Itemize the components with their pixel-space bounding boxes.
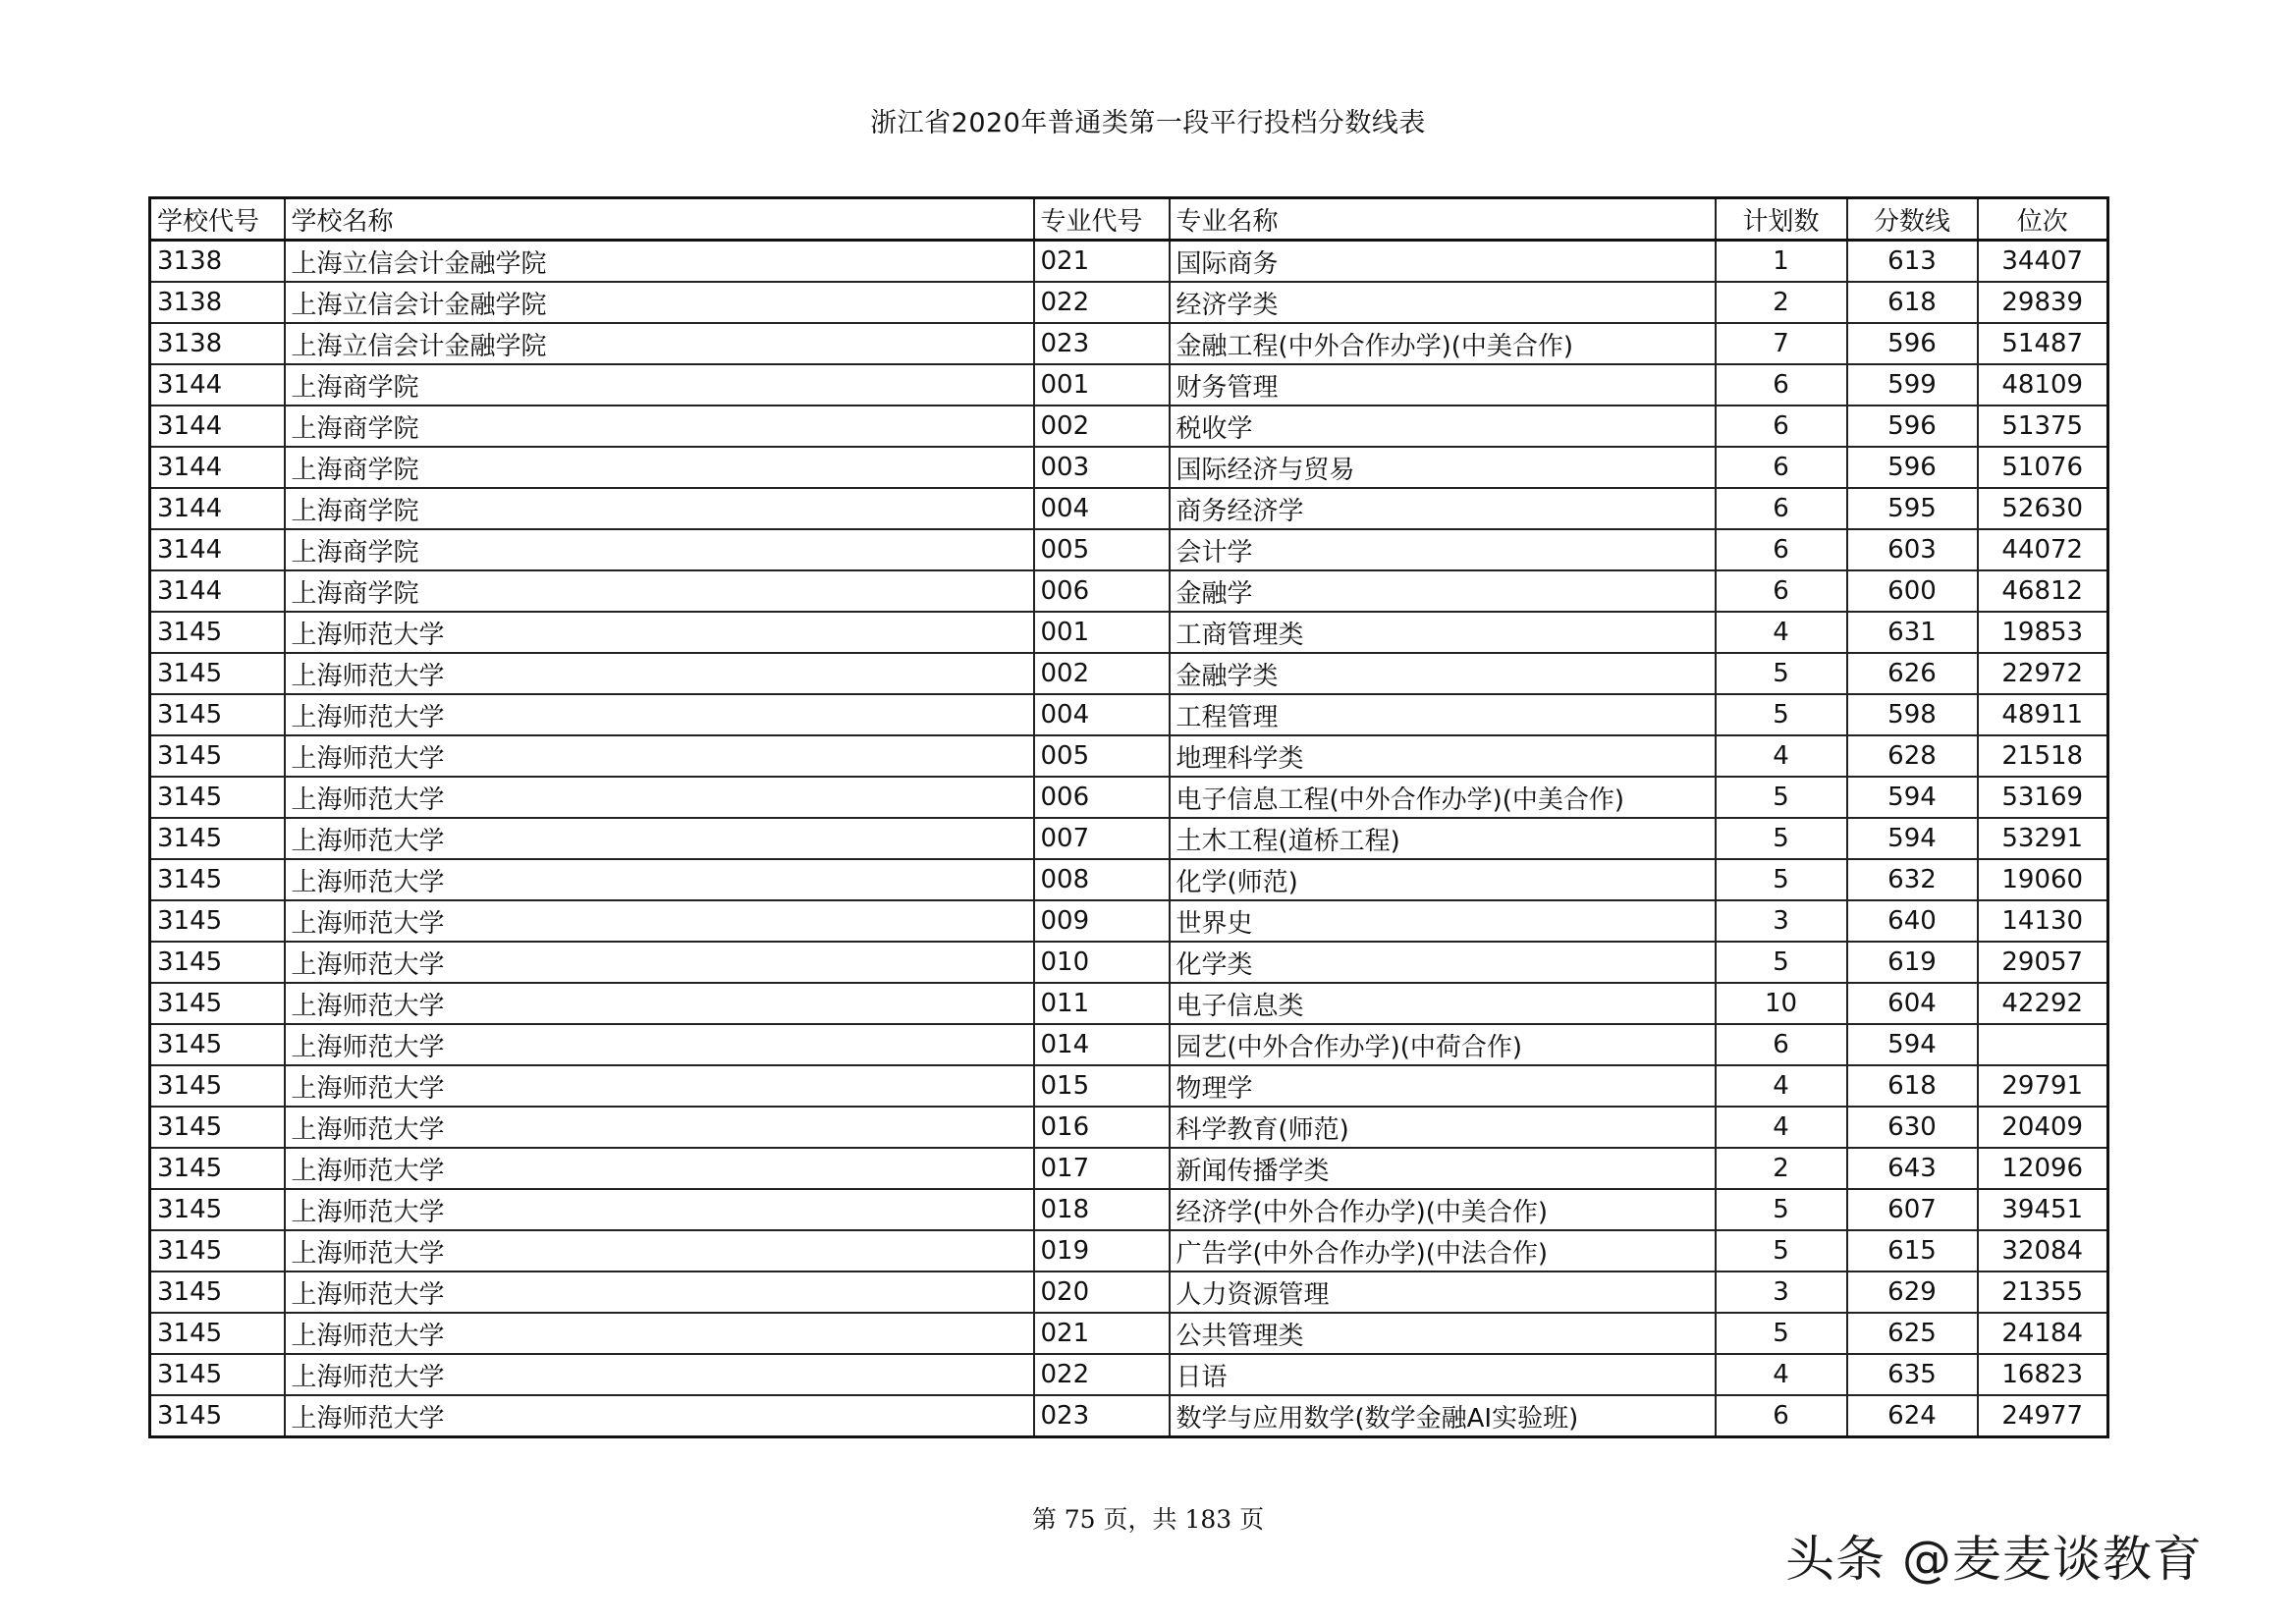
school-name-cell: 上海师范大学 [285,735,1034,777]
score-line-cell: 628 [1847,735,1978,777]
table-row [150,1024,2108,1065]
score-line-cell: 596 [1847,323,1978,364]
rank-cell: 51375 [1978,406,2108,447]
rank-cell: 29791 [1978,1065,2108,1107]
major-code-cell: 006 [1034,570,1170,612]
rank-cell: 48911 [1978,694,2108,735]
school-code-cell: 3145 [150,694,285,735]
school-code-cell: 3145 [150,1313,285,1354]
score-line-cell: 604 [1847,983,1978,1024]
major-name-cell: 化学(师范) [1170,859,1716,900]
table-row [150,406,2108,447]
score-line-cell: 631 [1847,612,1978,653]
school-name-cell: 上海师范大学 [285,859,1034,900]
school-name-cell: 上海师范大学 [285,777,1034,818]
rank-cell: 51487 [1978,323,2108,364]
school-code-cell: 3145 [150,735,285,777]
school-name-cell: 上海师范大学 [285,694,1034,735]
table-body [150,241,2108,1437]
major-name-cell: 财务管理 [1170,364,1716,406]
rank-cell: 53291 [1978,818,2108,859]
table-row [150,1107,2108,1148]
major-name-cell: 经济学类 [1170,282,1716,323]
rank-cell: 53169 [1978,777,2108,818]
major-name-cell: 国际经济与贸易 [1170,447,1716,488]
major-code-cell: 001 [1034,364,1170,406]
score-line-cell: 596 [1847,447,1978,488]
rank-cell: 24184 [1978,1313,2108,1354]
plan-count-cell: 7 [1716,323,1847,364]
plan-count-cell: 6 [1716,1024,1847,1065]
school-code-cell: 3145 [150,1354,285,1395]
school-code-cell: 3145 [150,818,285,859]
school-name-cell: 上海立信会计金融学院 [285,241,1034,283]
rank-cell: 21518 [1978,735,2108,777]
table-row [150,1354,2108,1395]
major-code-cell: 003 [1034,447,1170,488]
school-code-cell: 3138 [150,323,285,364]
school-name-cell: 上海师范大学 [285,900,1034,942]
major-code-cell: 002 [1034,406,1170,447]
rank-cell: 42292 [1978,983,2108,1024]
major-code-cell: 009 [1034,900,1170,942]
school-name-cell: 上海商学院 [285,364,1034,406]
major-code-cell: 010 [1034,942,1170,983]
school-code-cell: 3144 [150,364,285,406]
school-code-cell: 3145 [150,1024,285,1065]
major-name-cell: 世界史 [1170,900,1716,942]
table-row [150,282,2108,323]
table-row [150,900,2108,942]
major-name-cell: 新闻传播学类 [1170,1148,1716,1189]
school-name-cell: 上海立信会计金融学院 [285,282,1034,323]
score-line-cell: 618 [1847,1065,1978,1107]
table-row [150,570,2108,612]
school-name-cell: 上海商学院 [285,529,1034,570]
major-code-cell: 015 [1034,1065,1170,1107]
score-line-cell: 640 [1847,900,1978,942]
rank-cell: 24977 [1978,1395,2108,1437]
plan-count-cell: 6 [1716,364,1847,406]
school-code-cell: 3145 [150,1230,285,1271]
school-name-cell: 上海师范大学 [285,818,1034,859]
table-header-row [150,198,2108,241]
table-row [150,983,2108,1024]
major-name-cell: 税收学 [1170,406,1716,447]
rank-cell: 44072 [1978,529,2108,570]
plan-count-cell: 4 [1716,1065,1847,1107]
col-major-code-header: 专业代号 [1034,198,1170,241]
major-name-cell: 金融学 [1170,570,1716,612]
major-code-cell: 011 [1034,983,1170,1024]
school-code-cell: 3145 [150,1107,285,1148]
score-line-cell: 594 [1847,818,1978,859]
major-code-cell: 016 [1034,1107,1170,1148]
major-code-cell: 002 [1034,653,1170,694]
school-code-cell: 3144 [150,570,285,612]
major-code-cell: 022 [1034,282,1170,323]
school-name-cell: 上海商学院 [285,570,1034,612]
major-name-cell: 园艺(中外合作办学)(中荷合作) [1170,1024,1716,1065]
score-line-cell: 624 [1847,1395,1978,1437]
plan-count-cell: 6 [1716,1395,1847,1437]
plan-count-cell: 5 [1716,777,1847,818]
table-row [150,447,2108,488]
school-name-cell: 上海商学院 [285,488,1034,529]
score-line-cell: 599 [1847,364,1978,406]
major-code-cell: 023 [1034,1395,1170,1437]
school-code-cell: 3145 [150,983,285,1024]
school-code-cell: 3145 [150,777,285,818]
school-name-cell: 上海师范大学 [285,1313,1034,1354]
major-code-cell: 021 [1034,241,1170,283]
school-name-cell: 上海商学院 [285,406,1034,447]
score-line-cell: 603 [1847,529,1978,570]
major-name-cell: 商务经济学 [1170,488,1716,529]
watermark: 头条 @麦麦谈教育 [1785,1531,2203,1588]
table-row [150,818,2108,859]
major-code-cell: 004 [1034,694,1170,735]
table-row [150,1271,2108,1313]
table-row [150,777,2108,818]
major-name-cell: 科学教育(师范) [1170,1107,1716,1148]
major-name-cell: 公共管理类 [1170,1313,1716,1354]
school-code-cell: 3145 [150,1271,285,1313]
col-rank-header: 位次 [1978,198,2108,241]
score-line-cell: 594 [1847,777,1978,818]
rank-cell: 39451 [1978,1189,2108,1230]
rank-cell: 52630 [1978,488,2108,529]
plan-count-cell: 2 [1716,1148,1847,1189]
school-name-cell: 上海师范大学 [285,653,1034,694]
plan-count-cell: 2 [1716,282,1847,323]
major-code-cell: 017 [1034,1148,1170,1189]
school-name-cell: 上海师范大学 [285,1395,1034,1437]
school-code-cell: 3145 [150,859,285,900]
plan-count-cell: 3 [1716,900,1847,942]
school-name-cell: 上海师范大学 [285,1354,1034,1395]
school-code-cell: 3144 [150,406,285,447]
major-name-cell: 电子信息工程(中外合作办学)(中美合作) [1170,777,1716,818]
rank-cell: 51076 [1978,447,2108,488]
major-name-cell: 广告学(中外合作办学)(中法合作) [1170,1230,1716,1271]
rank-cell: 21355 [1978,1271,2108,1313]
school-name-cell: 上海师范大学 [285,983,1034,1024]
major-code-cell: 021 [1034,1313,1170,1354]
table-row [150,1313,2108,1354]
major-name-cell: 日语 [1170,1354,1716,1395]
plan-count-cell: 5 [1716,1313,1847,1354]
major-name-cell: 国际商务 [1170,241,1716,283]
table-row [150,1148,2108,1189]
rank-cell: 46812 [1978,570,2108,612]
score-line-cell: 618 [1847,282,1978,323]
score-line-cell: 632 [1847,859,1978,900]
major-name-cell: 金融学类 [1170,653,1716,694]
school-name-cell: 上海师范大学 [285,1271,1034,1313]
document-title: 浙江省2020年普通类第一段平行投档分数线表 [870,108,1426,138]
plan-count-cell: 6 [1716,529,1847,570]
rank-cell: 29839 [1978,282,2108,323]
rank-cell: 29057 [1978,942,2108,983]
school-code-cell: 3145 [150,1065,285,1107]
score-line-cell: 643 [1847,1148,1978,1189]
school-name-cell: 上海立信会计金融学院 [285,323,1034,364]
table-row [150,653,2108,694]
plan-count-cell: 5 [1716,694,1847,735]
table-row [150,241,2108,283]
page-footer: 第 75 页，共 183 页 [1031,1505,1265,1534]
school-code-cell: 3144 [150,447,285,488]
plan-count-cell: 6 [1716,570,1847,612]
score-line-cell: 629 [1847,1271,1978,1313]
plan-count-cell: 5 [1716,1230,1847,1271]
plan-count-cell: 5 [1716,859,1847,900]
table-row [150,364,2108,406]
table-row [150,859,2108,900]
major-code-cell: 019 [1034,1230,1170,1271]
score-line-cell: 626 [1847,653,1978,694]
school-code-cell: 3145 [150,1148,285,1189]
plan-count-cell: 6 [1716,406,1847,447]
table-row [150,1065,2108,1107]
major-code-cell: 005 [1034,529,1170,570]
plan-count-cell: 4 [1716,612,1847,653]
rank-cell: 48109 [1978,364,2108,406]
major-name-cell: 工程管理 [1170,694,1716,735]
school-name-cell: 上海师范大学 [285,1024,1034,1065]
table-row [150,323,2108,364]
major-code-cell: 005 [1034,735,1170,777]
plan-count-cell: 5 [1716,942,1847,983]
rank-cell: 20409 [1978,1107,2108,1148]
plan-count-cell: 5 [1716,1189,1847,1230]
school-code-cell: 3145 [150,612,285,653]
major-name-cell: 电子信息类 [1170,983,1716,1024]
plan-count-cell: 6 [1716,488,1847,529]
major-name-cell: 物理学 [1170,1065,1716,1107]
table-row [150,529,2108,570]
major-name-cell: 经济学(中外合作办学)(中美合作) [1170,1189,1716,1230]
school-code-cell: 3145 [150,1189,285,1230]
major-code-cell: 022 [1034,1354,1170,1395]
rank-cell: 16823 [1978,1354,2108,1395]
col-school-code-header: 学校代号 [150,198,285,241]
score-line-cell: 600 [1847,570,1978,612]
school-code-cell: 3145 [150,942,285,983]
rank-cell: 19853 [1978,612,2108,653]
plan-count-cell: 1 [1716,241,1847,283]
school-name-cell: 上海师范大学 [285,1065,1034,1107]
school-code-cell: 3145 [150,1395,285,1437]
major-code-cell: 023 [1034,323,1170,364]
rank-cell: 22972 [1978,653,2108,694]
major-code-cell: 004 [1034,488,1170,529]
admission-score-table [148,196,2109,1438]
col-score-line-header: 分数线 [1847,198,1978,241]
rank-cell: 14130 [1978,900,2108,942]
major-name-cell: 地理科学类 [1170,735,1716,777]
major-name-cell: 金融工程(中外合作办学)(中美合作) [1170,323,1716,364]
major-code-cell: 006 [1034,777,1170,818]
school-code-cell: 3144 [150,529,285,570]
major-code-cell: 008 [1034,859,1170,900]
score-line-cell: 635 [1847,1354,1978,1395]
major-name-cell: 会计学 [1170,529,1716,570]
col-school-name-header: 学校名称 [285,198,1034,241]
school-name-cell: 上海师范大学 [285,1230,1034,1271]
school-name-cell: 上海师范大学 [285,1189,1034,1230]
rank-cell: 32084 [1978,1230,2108,1271]
major-name-cell: 土木工程(道桥工程) [1170,818,1716,859]
rank-cell [1978,1024,2108,1065]
plan-count-cell: 4 [1716,735,1847,777]
school-name-cell: 上海师范大学 [285,1107,1034,1148]
score-line-cell: 619 [1847,942,1978,983]
table-row [150,942,2108,983]
major-name-cell: 人力资源管理 [1170,1271,1716,1313]
school-name-cell: 上海商学院 [285,447,1034,488]
plan-count-cell: 4 [1716,1107,1847,1148]
col-major-name-header: 专业名称 [1170,198,1716,241]
plan-count-cell: 3 [1716,1271,1847,1313]
score-line-cell: 630 [1847,1107,1978,1148]
plan-count-cell: 5 [1716,653,1847,694]
major-code-cell: 007 [1034,818,1170,859]
score-line-cell: 594 [1847,1024,1978,1065]
school-code-cell: 3144 [150,488,285,529]
table-row [150,694,2108,735]
school-name-cell: 上海师范大学 [285,612,1034,653]
table-row [150,1230,2108,1271]
score-line-cell: 613 [1847,241,1978,283]
table-row [150,1395,2108,1437]
major-name-cell: 数学与应用数学(数学金融AI实验班) [1170,1395,1716,1437]
col-plan-count-header: 计划数 [1716,198,1847,241]
score-line-cell: 596 [1847,406,1978,447]
school-code-cell: 3138 [150,282,285,323]
plan-count-cell: 10 [1716,983,1847,1024]
major-name-cell: 化学类 [1170,942,1716,983]
major-code-cell: 014 [1034,1024,1170,1065]
table-row [150,1189,2108,1230]
score-line-cell: 625 [1847,1313,1978,1354]
rank-cell: 34407 [1978,241,2108,283]
plan-count-cell: 4 [1716,1354,1847,1395]
table-row [150,488,2108,529]
school-code-cell: 3145 [150,900,285,942]
rank-cell: 19060 [1978,859,2108,900]
table-row [150,735,2108,777]
score-line-cell: 607 [1847,1189,1978,1230]
plan-count-cell: 6 [1716,447,1847,488]
major-code-cell: 018 [1034,1189,1170,1230]
major-name-cell: 工商管理类 [1170,612,1716,653]
school-name-cell: 上海师范大学 [285,1148,1034,1189]
table-row [150,612,2108,653]
major-code-cell: 001 [1034,612,1170,653]
score-line-cell: 595 [1847,488,1978,529]
school-name-cell: 上海师范大学 [285,942,1034,983]
school-code-cell: 3138 [150,241,285,283]
plan-count-cell: 5 [1716,818,1847,859]
school-code-cell: 3145 [150,653,285,694]
score-line-cell: 598 [1847,694,1978,735]
score-line-cell: 615 [1847,1230,1978,1271]
major-code-cell: 020 [1034,1271,1170,1313]
rank-cell: 12096 [1978,1148,2108,1189]
